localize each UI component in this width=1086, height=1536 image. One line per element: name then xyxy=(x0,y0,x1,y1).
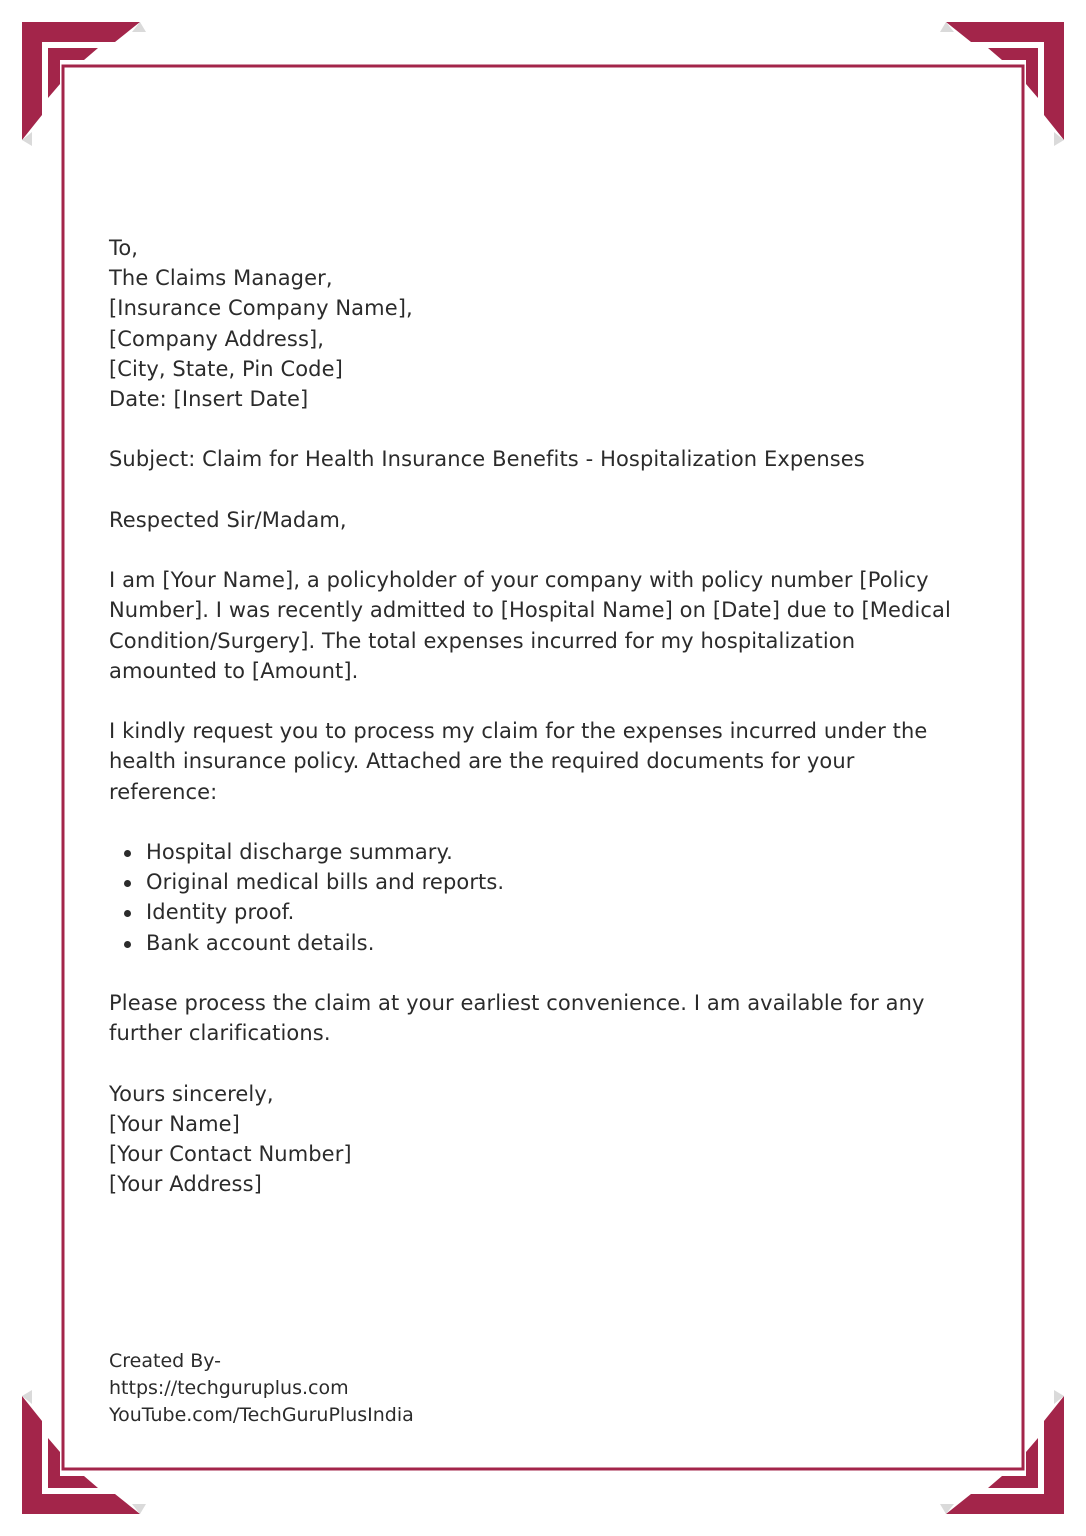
bullet-icon xyxy=(124,941,131,948)
paragraph-line: Number]. I was recently admitted to [Hospital Name] on [Date] due to [Medical xyxy=(109,598,951,623)
paragraph-line: amounted to [Amount]. xyxy=(109,658,359,683)
bullet-icon xyxy=(124,910,131,917)
sender-address: [Your Address] xyxy=(109,1172,262,1197)
letter-subject: Subject: Claim for Health Insurance Benefits - Hospitalization Expenses xyxy=(109,447,865,472)
paragraph-line: reference: xyxy=(109,779,218,804)
list-item-text: Bank account details. xyxy=(146,930,375,955)
paragraph-line: health insurance policy. Attached are the required documents for your xyxy=(109,749,855,774)
letter-to: To, xyxy=(109,236,139,260)
letter-body xyxy=(109,233,989,1199)
list-item-text: Hospital discharge summary. xyxy=(146,839,453,864)
sender-name: [Your Name] xyxy=(109,1111,240,1136)
city-state-pin: [City, State, Pin Code] xyxy=(109,356,343,381)
letter-date: Date: [Insert Date] xyxy=(109,387,309,412)
sender-contact: [Your Contact Number] xyxy=(109,1141,352,1166)
corner-ornament-bottom-right xyxy=(940,1390,1064,1514)
list-item xyxy=(146,867,989,897)
company-name: [Insurance Company Name], xyxy=(109,296,413,321)
body-paragraph-1 xyxy=(109,565,989,686)
corner-ornament-top-right xyxy=(940,22,1064,146)
body-paragraph-2 xyxy=(109,716,989,807)
closing-paragraph xyxy=(109,988,989,1048)
company-address: [Company Address], xyxy=(109,326,325,351)
corner-ornament-top-left xyxy=(22,22,146,146)
paragraph-line: Condition/Surgery]. The total expenses incurred for my hospitalization xyxy=(109,628,856,653)
documents-list xyxy=(109,837,989,958)
list-item-text: Original medical bills and reports. xyxy=(146,870,505,895)
list-item xyxy=(146,897,989,927)
bullet-icon xyxy=(124,850,131,857)
credits-block xyxy=(109,1348,414,1429)
paragraph-line: I am [Your Name], a policyholder of your company with policy number [Policy xyxy=(109,568,929,593)
list-item xyxy=(146,928,989,958)
website-link[interactable]: https://techguruplus.com xyxy=(109,1377,349,1399)
paragraph-line: Please process the claim at your earliest convenience. I am available for any xyxy=(109,990,925,1015)
paragraph-line: further clarifications. xyxy=(109,1021,331,1046)
recipient-title: The Claims Manager, xyxy=(109,266,333,291)
paragraph-line: I kindly request you to process my claim for the expenses incurred under the xyxy=(109,719,928,744)
list-item xyxy=(146,837,989,867)
youtube-link[interactable]: YouTube.com/TechGuruPlusIndia xyxy=(109,1404,414,1426)
salutation: Respected Sir/Madam, xyxy=(109,507,347,532)
list-item-text: Identity proof. xyxy=(146,900,295,925)
created-by-label: Created By- xyxy=(109,1350,222,1372)
bullet-icon xyxy=(124,880,131,887)
sign-off: Yours sincerely, xyxy=(109,1081,274,1106)
